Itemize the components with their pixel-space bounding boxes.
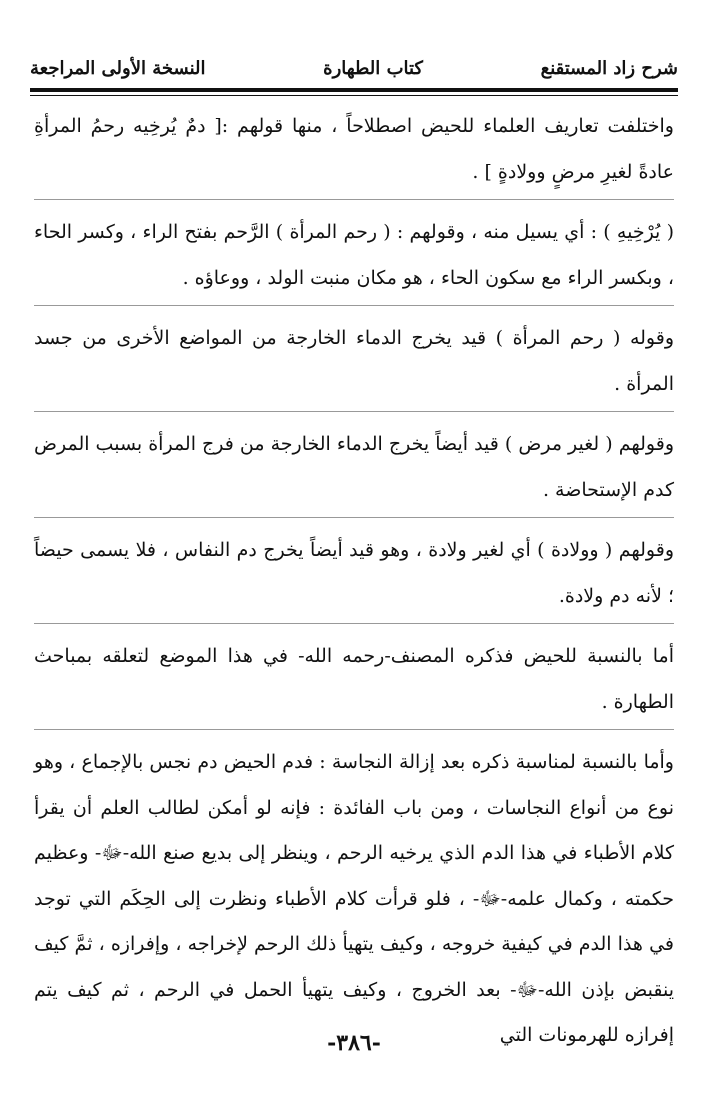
paragraph-wiladah: وقولهم ( وولادة ) أي لغير ولادة ، وهو قيد أيضاً يخرج دم النفاس ، فلا يسمى حيضاً ؛ لأنه دم ولادة. <box>34 528 674 624</box>
paragraph-rahim: وقوله ( رحم المرأة ) قيد يخرج الدماء الخارجة من المواضع الأخرى من جسد المرأة . <box>34 316 674 412</box>
chapter-title: كتاب الطهارة <box>323 57 423 79</box>
paragraph-definition: واختلفت تعاريف العلماء للحيض اصطلاحاً ، منها قولهم :[ دمٌ يُرخِيه رحمُ المرأةِ عادةً لغيرِ مرضٍ وولادةٍ ] . <box>34 104 674 200</box>
page-body <box>34 104 674 1065</box>
paragraph-marad: وقولهم ( لغير مرض ) قيد أيضاً يخرج الدماء الخارجة من فرج المرأة بسبب المرض كدم الإستحاضة . <box>34 422 674 518</box>
page-number: -٣٨٦- <box>327 1030 381 1056</box>
paragraph-tahara: أما بالنسبة للحيض فذكره المصنف-رحمه الله- في هذا الموضع لتعلقه بمباحث الطهارة . <box>34 634 674 730</box>
header-rule-thick <box>30 88 678 92</box>
edition-label: النسخة الأولى المراجعة <box>30 57 206 79</box>
book-title: شرح زاد المستقنع <box>540 57 678 79</box>
header-rule-thin <box>30 95 678 96</box>
page-header <box>30 52 678 84</box>
paragraph-najasa: وأما بالنسبة لمناسبة ذكره بعد إزالة النجاسة : فدم الحيض دم نجس بالإجماع ، وهو نوع من أنواع النجاسات ، ومن باب الفائدة : فإنه لو أمكن لطالب العلم أن يقرأ كلام الأطباء في هذا الدم الذي يرخيه الرحم ، وينظر إلى بديع صنع الله-ﷻ- وعظيم حكمته ، وكمال علمه-ﷻ- ، فلو قرأت كلام الأطباء ونظرت إلى الحِكَم التي توجد في هذا الدم في كيفية خروجه ، وكيف يتهيأ ذلك الرحم لإخراجه ، وإفرازه ، ثمَّ كيف ينقبض بإذن الله-ﷻ- بعد الخروج ، وكيف يتهيأ الحمل في الرحم ، ثم كيف يتم إفرازه للهرمونات التي <box>34 751 674 1046</box>
paragraph-yurkhih: ( يُرْخِيهِ ) : أي يسيل منه ، وقولهم : ( رحم المرأة ) الرَّحم بفتح الراء ، وكسر الحاء ، وبكسر الراء مع سكون الحاء ، هو مكان منبت الولد ، ووعاؤه . <box>34 210 674 306</box>
